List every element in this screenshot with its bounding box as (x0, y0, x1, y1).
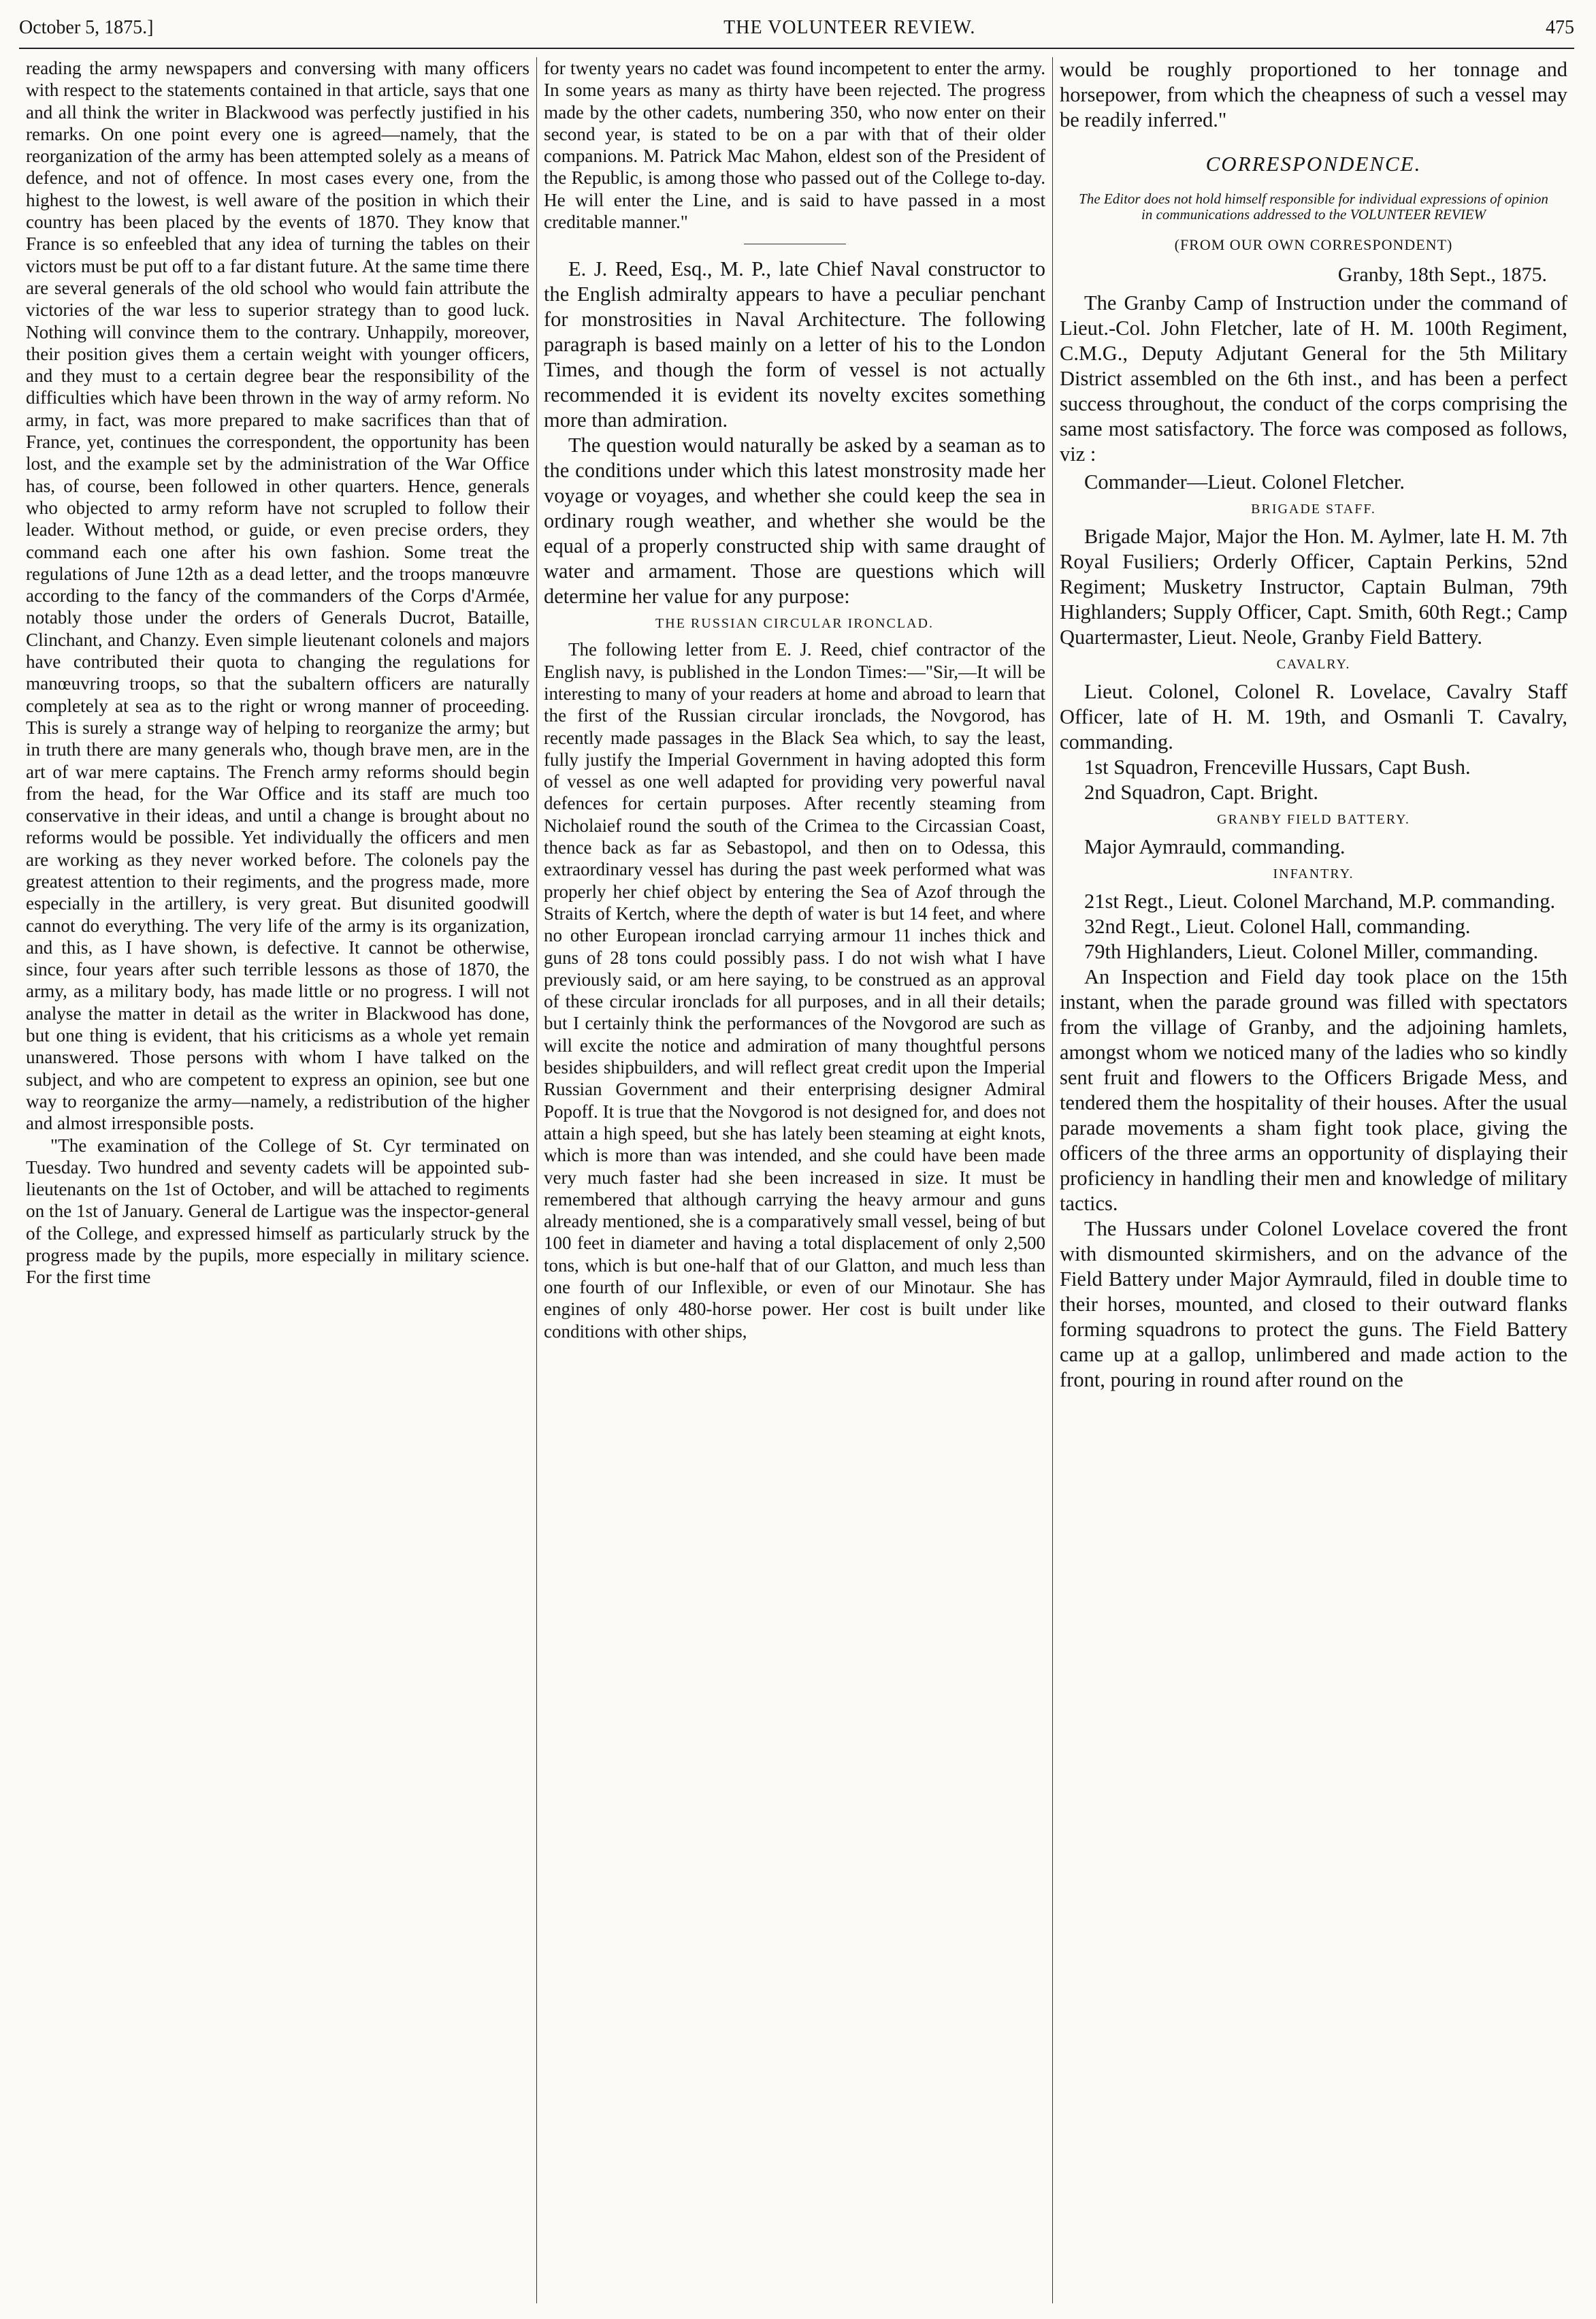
squadron-2: 2nd Squadron, Capt. Bright. (1084, 781, 1318, 804)
commander-line: Commander—Lieut. Colonel Fletcher. (1084, 470, 1405, 493)
editor-disclaimer: The Editor does not hold himself responsible for individual expressions of opinion in communications addressed to the VOLUNTEER REVIEW (1079, 191, 1548, 223)
section-title: CORRESPONDENCE. (1205, 152, 1422, 176)
issue-date: October 5, 1875.] (19, 17, 154, 38)
article-paragraph: The following letter from E. J. Reed, chief contractor of the English navy, is published in the London Times:—"Sir,—It will be interesting to many of your readers at home and abroad to learn that the first of the Russian circular ironclads, the Novgorod, has recently made passages in the Black Sea which, to say the least, fully justify the Imperial Government in having adopted this form of vessel as one well adapted for providing very powerful naval defences for certain purposes. After recently steaming from Nicholaief round the south of the Crimea to the Circassian Coast, thence back as far as Sebastopol, and then on to Odessa, this extraordinary vessel has during the past week performed what was properly her chief object by entering the Sea of Azof through the Straits of Kertch, where the depth of water is but 14 feet, and where no other European ironclad carrying armour 11 inches thick and guns of 28 tons could possibly pass. I do not wish what I have previously said, or am here saying, to be construed as an approval of these circular ironclads for all purposes, and in all their details; but I certainly think the performances of the Novgorod are such as will excite the notice and admiration of many thoughtful persons besides shipbuilders, and will reflect great credit upon the Imperial Russian Government and their enterprising designer Admiral Popoff. It is true that the Novgorod is not designed for, and does not attain a high speed, but she has lately been steaming at eight knots, which is more than was intended, and she could have been made very much faster had she been increased in size. It must be remembered that although carrying the heavy armour and guns already mentioned, she is a comparatively small vessel, being of but 100 feet in diameter and having a total displacement of only 2,500 tons, which is but one-half that of our Glatton, and much less than one fourth of our Inflexible, or even of our Minotaur. She has engines of only 480-horse power. Her cost is built under like conditions with other ships, (544, 639, 1045, 1342)
article-paragraph: would be roughly proportioned to her tonnage and horsepower, from which the cheapness of such a vessel may be readily inferred." (1060, 58, 1567, 131)
cavalry-list: Lieut. Colonel, Colonel R. Lovelace, Cavalry Staff Officer, late of H. M. 19th, and Osmanli T. Cavalry, commanding. (1060, 680, 1567, 753)
infantry-1: 21st Regt., Lieut. Colonel Marchand, M.P. commanding. (1084, 890, 1556, 913)
subheading-battery: GRANBY FIELD BATTERY. (1217, 812, 1410, 827)
page-header (19, 12, 1574, 44)
columns (19, 57, 1574, 2303)
subheading-cavalry: CAVALRY. (1276, 657, 1351, 672)
column-1 (19, 57, 536, 2303)
page-number: 475 (1545, 17, 1574, 38)
column-2 (536, 57, 1052, 2303)
article-paragraph: for twenty years no cadet was found incompetent to enter the army. In some years as many as thirty have been rejected. The progress made by the other cadets, numbering 350, who now enter on their second year, is stated to be on a par with that of their older companions. M. Patrick Mac Mahon, eldest son of the President of the Republic, is among those who passed out of the College to-day. He will enter the Line, and is said to have passed in a most creditable manner." (544, 58, 1045, 233)
subheading-brigade: BRIGADE STAFF. (1251, 502, 1376, 517)
article-paragraph: "The examination of the College of St. Cyr terminated on Tuesday. Two hundred and seventy cadets will be appointed sub-lieutenants on the 1st of October, and will be attached to regiments on the 1st of January. General de Lartigue was the inspector-general of the College, and expressed himself as particularly struck by the progress made by the pupils, more especially in military science. For the first time (26, 1135, 530, 1288)
header-rule (19, 48, 1574, 49)
correspondent-line: (FROM OUR OWN CORRESPONDENT) (1174, 236, 1453, 253)
battery-line: Major Aymrauld, commanding. (1084, 835, 1346, 858)
subheading-infantry: INFANTRY. (1273, 866, 1354, 881)
article-paragraph: An Inspection and Field day took place on the 15th instant, when the parade ground was filled with spectators from the village of Granby, and the adjoining hamlets, amongst whom we noticed many of the ladies who so kindly sent fruit and flowers to the Officers Brigade Mess, and tendered them the hospitality of their houses. After the usual parade movements a sham fight took place, giving the officers of the three arms an opportunity of displaying their proficiency in handling their men and knowledge of military tactics. (1060, 965, 1567, 1215)
infantry-3: 79th Highlanders, Lieut. Colonel Miller, commanding. (1084, 940, 1539, 963)
article-paragraph: The Granby Camp of Instruction under the command of Lieut.-Col. John Fletcher, late of H. M. 100th Regiment, C.M.G., Deputy Adjutant General for the 5th Military District assembled on the 6th inst., and has been a perfect success throughout, the conduct of the corps comprising the same most satisfactory. The force was composed as follows, viz : (1060, 291, 1567, 466)
squadron-1: 1st Squadron, Frenceville Hussars, Capt Bush. (1084, 756, 1471, 779)
column-3 (1052, 57, 1574, 2303)
article-heading: THE RUSSIAN CIRCULAR IRONCLAD. (655, 616, 934, 632)
article-paragraph: The Hussars under Colonel Lovelace covered the front with dismounted skirmishers, and on the advance of the Field Battery under Major Aymrauld, filed in double time to their horses, mounted, and closed to their outward flanks forming squadrons to protect the guns. The Field Battery came up at a gallop, unlimbered and made action to the front, pouring in round after round on the (1060, 1217, 1567, 1391)
article-paragraph: E. J. Reed, Esq., M. P., late Chief Naval constructor to the English admiralty appears to have a peculiar penchant for monstrosities in Naval Architecture. The following paragraph is based mainly on a letter of his to the London Times, and though the form of vessel is not actually recommended it is evident its novelty excites something more than admiration. (544, 257, 1045, 432)
dateline: Granby, 18th Sept., 1875. (1337, 263, 1547, 286)
article-paragraph: The question would naturally be asked by a seaman as to the conditions under which this latest monstrosity made her voyage or voyages, and whether she could keep the sea in ordinary rough weather, and whether she would be the equal of a properly constructed ship with same draught of water and armament. Those are questions which will determine her value for any purpose: (544, 434, 1045, 609)
brigade-list: Brigade Major, Major the Hon. M. Aylmer, late H. M. 7th Royal Fusiliers; Orderly Officer, Captain Perkins, 52nd Regiment; Musketry Instructor, Captain Bulman, 79th Highlanders; Supply Officer, Capt. Smith, 60th Regt.; Camp Quartermaster, Lieut. Neole, Granby Field Battery. (1060, 525, 1567, 649)
infantry-2: 32nd Regt., Lieut. Colonel Hall, commanding. (1084, 915, 1471, 938)
publication-title: THE VOLUNTEER REVIEW. (723, 17, 976, 38)
article-paragraph: reading the army newspapers and conversing with many officers with respect to the statements contained in that article, says that one and all think the writer in Blackwood was perfectly justified in his remarks. On one point every one is agreed—namely, that the reorganization of the army has been attempted solely as a means of defence, and not of offence. In most cases every one, from the highest to the lowest, is well aware of the position in which their country has been placed by the events of 1870. They know that France is so enfeebled that any idea of turning the tables on their victors must be put off to a far distant future. At the same time there are several generals of the old school who would fain attribute the victories of the war less to superior strategy than to good luck. Nothing will convince them to the contrary. Unhappily, moreover, their position gives them a certain weight with younger officers, and they must to a certain degree bear the responsibility of the difficulties which have been thrown in the way of army reform. No army, in fact, was more prepared to make sacrifices than that of France, yet, continues the correspondent, the opportunity has been lost, and the example set by the administration of the War Office has, of course, been followed in other quarters. Hence, generals who objected to army reform have not scrupled to follow their leader. Without method, or guide, or even precise orders, they command each one after his own fashion. Some treat the regulations of June 12th as a dead letter, and the troops manœuvre according to the fancy of the commanders of the Corps d'Armée, notably those under the orders of Generals Ducrot, Bataille, Clinchant, and Chanzy. Even simple lieutenant colonels and majors have contributed their quota to changing the regulations for manœuvring troops, so that the subaltern officers are naturally completely at sea as to the right or wrong manner of proceeding. This is surely a strange way of helping to reorganize the army; but in truth there are many generals who, though brave men, are in the art of war mere captains. The French army reforms should begin from the head, for the War Office and its staff are much too conservative in their ideas, and until a change is brought about no reforms would be possible. Yet individually the officers and men are working as they never worked before. The colonels pay the greatest attention to their regiments, and the progress made, more especially in the artillery, is very great. But disunited goodwill cannot do everything. The very life of the army is its organization, and this, as I have shown, is defective. It cannot be otherwise, since, four years after such terrible lessons as those of 1870, the army, as a military body, has made little or no progress. I will not analyse the matter in detail as the writer in Blackwood has done, but one thing is evident, that his criticisms as a whole yet remain unanswered. Those persons with whom I have talked on the subject, and who are competent to express an opinion, see but one way to reorganize the army—namely, a redistribution of the higher and almost irresponsible posts. (26, 58, 530, 1134)
